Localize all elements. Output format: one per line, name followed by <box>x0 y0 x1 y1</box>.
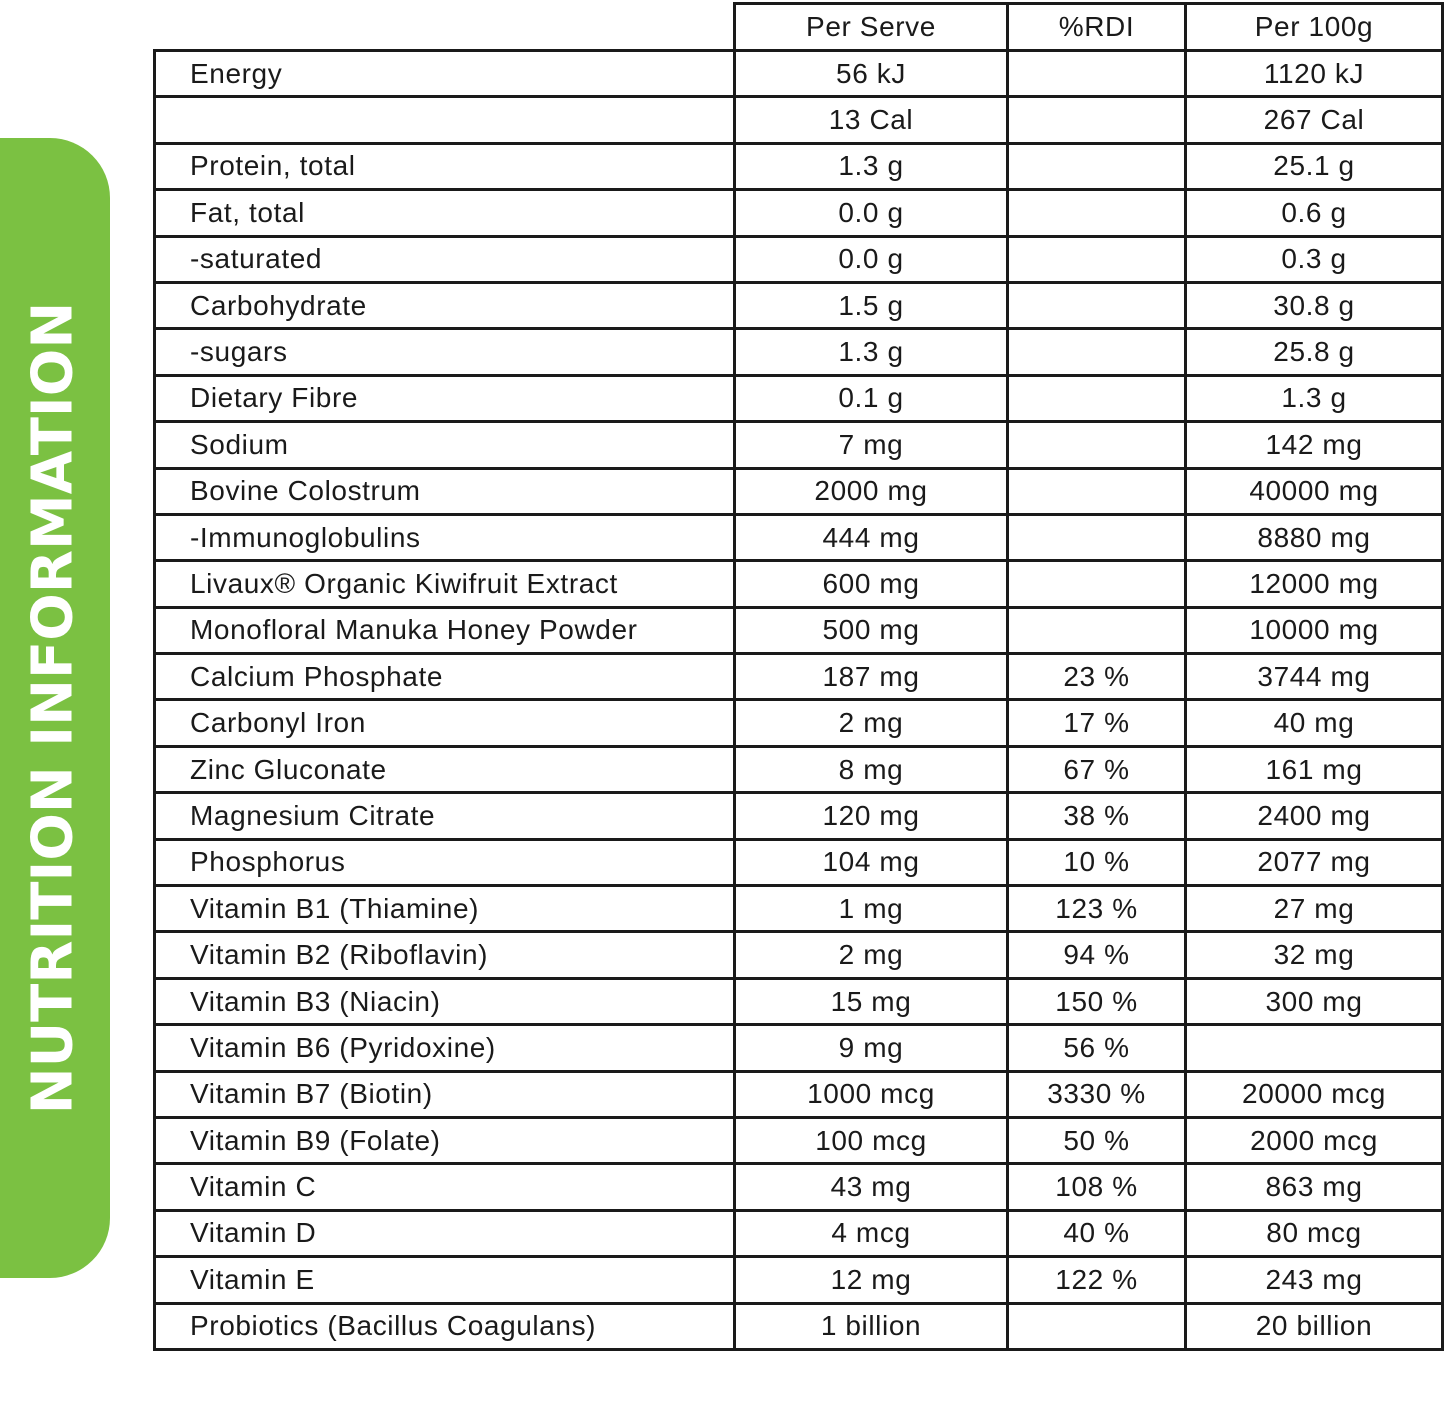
per-serve-value: 1.3 g <box>735 143 1008 189</box>
rdi-value: 108 % <box>1008 1164 1186 1210</box>
table-row <box>155 607 1443 653</box>
per-100g-value: 80 mcg <box>1186 1210 1443 1256</box>
per-100g-value: 30.8 g <box>1186 282 1443 328</box>
per-100g-value: 40000 mg <box>1186 468 1443 514</box>
rdi-value: 10 % <box>1008 839 1186 885</box>
table-row <box>155 1303 1443 1349</box>
nutrient-name: Carbonyl Iron <box>155 700 735 746</box>
nutrient-name: Carbohydrate <box>155 282 735 328</box>
rdi-value <box>1008 97 1186 143</box>
table-row <box>155 1257 1443 1303</box>
header-rdi: %RDI <box>1008 4 1186 51</box>
table-row <box>155 514 1443 560</box>
per-100g-value: 12000 mg <box>1186 561 1443 607</box>
table-row <box>155 932 1443 978</box>
per-100g-value: 243 mg <box>1186 1257 1443 1303</box>
per-serve-value: 12 mg <box>735 1257 1008 1303</box>
per-serve-value: 2 mg <box>735 932 1008 978</box>
rdi-value: 94 % <box>1008 932 1186 978</box>
nutrient-name: Vitamin B1 (Thiamine) <box>155 886 735 932</box>
side-title: NUTRITION INFORMATION <box>20 301 86 1115</box>
rdi-value <box>1008 236 1186 282</box>
nutrient-name: Vitamin E <box>155 1257 735 1303</box>
table-row <box>155 375 1443 421</box>
table-row <box>155 561 1443 607</box>
rdi-value: 122 % <box>1008 1257 1186 1303</box>
per-serve-value: 1 billion <box>735 1303 1008 1349</box>
rdi-value <box>1008 375 1186 421</box>
nutrient-name: Dietary Fibre <box>155 375 735 421</box>
rdi-value: 150 % <box>1008 978 1186 1024</box>
rdi-value: 38 % <box>1008 793 1186 839</box>
rdi-value <box>1008 1303 1186 1349</box>
per-100g-value: 20 billion <box>1186 1303 1443 1349</box>
rdi-value <box>1008 282 1186 328</box>
per-100g-value: 300 mg <box>1186 978 1443 1024</box>
per-100g-value: 10000 mg <box>1186 607 1443 653</box>
table-row <box>155 422 1443 468</box>
per-serve-value: 600 mg <box>735 561 1008 607</box>
table-row <box>155 654 1443 700</box>
table-row <box>155 1071 1443 1117</box>
rdi-value: 17 % <box>1008 700 1186 746</box>
nutrient-name <box>155 97 735 143</box>
per-serve-value: 1.5 g <box>735 282 1008 328</box>
nutrient-name: Fat, total <box>155 190 735 236</box>
per-serve-value: 2 mg <box>735 700 1008 746</box>
table-row <box>155 97 1443 143</box>
per-serve-value: 444 mg <box>735 514 1008 560</box>
nutrient-name: -saturated <box>155 236 735 282</box>
table-row <box>155 329 1443 375</box>
nutrient-name: Vitamin B6 (Pyridoxine) <box>155 1025 735 1071</box>
per-100g-value: 20000 mcg <box>1186 1071 1443 1117</box>
nutrient-name: Vitamin C <box>155 1164 735 1210</box>
rdi-value: 56 % <box>1008 1025 1186 1071</box>
rdi-value: 123 % <box>1008 886 1186 932</box>
per-100g-value <box>1186 1025 1443 1071</box>
nutrient-name: Vitamin B3 (Niacin) <box>155 978 735 1024</box>
per-serve-value: 500 mg <box>735 607 1008 653</box>
table-row <box>155 1025 1443 1071</box>
rdi-value: 3330 % <box>1008 1071 1186 1117</box>
nutrient-name: Vitamin B7 (Biotin) <box>155 1071 735 1117</box>
table-row <box>155 236 1443 282</box>
per-serve-value: 120 mg <box>735 793 1008 839</box>
nutrient-name: Probiotics (Bacillus Coagulans) <box>155 1303 735 1349</box>
per-serve-value: 15 mg <box>735 978 1008 1024</box>
rdi-value <box>1008 514 1186 560</box>
rdi-value: 23 % <box>1008 654 1186 700</box>
header-blank <box>155 4 735 51</box>
nutrient-name: Protein, total <box>155 143 735 189</box>
per-100g-value: 3744 mg <box>1186 654 1443 700</box>
per-100g-value: 1.3 g <box>1186 375 1443 421</box>
nutrient-name: Vitamin B9 (Folate) <box>155 1117 735 1163</box>
per-serve-value: 4 mcg <box>735 1210 1008 1256</box>
table-row <box>155 746 1443 792</box>
table-row <box>155 886 1443 932</box>
nutrient-name: Livaux® Organic Kiwifruit Extract <box>155 561 735 607</box>
per-100g-value: 2400 mg <box>1186 793 1443 839</box>
rdi-value: 50 % <box>1008 1117 1186 1163</box>
rdi-value <box>1008 51 1186 97</box>
table-row <box>155 468 1443 514</box>
nutrient-name: Sodium <box>155 422 735 468</box>
per-100g-value: 0.3 g <box>1186 236 1443 282</box>
per-serve-value: 2000 mg <box>735 468 1008 514</box>
per-serve-value: 43 mg <box>735 1164 1008 1210</box>
nutrient-name: Vitamin D <box>155 1210 735 1256</box>
nutrient-name: Phosphorus <box>155 839 735 885</box>
header-per-100g: Per 100g <box>1186 4 1443 51</box>
rdi-value <box>1008 607 1186 653</box>
per-serve-value: 104 mg <box>735 839 1008 885</box>
per-serve-value: 1 mg <box>735 886 1008 932</box>
per-100g-value: 863 mg <box>1186 1164 1443 1210</box>
rdi-value <box>1008 329 1186 375</box>
per-serve-value: 8 mg <box>735 746 1008 792</box>
rdi-value: 67 % <box>1008 746 1186 792</box>
nutrition-table <box>153 2 1444 1351</box>
nutrient-name: -Immunoglobulins <box>155 514 735 560</box>
table-row <box>155 839 1443 885</box>
nutrient-name: Monofloral Manuka Honey Powder <box>155 607 735 653</box>
rdi-value <box>1008 422 1186 468</box>
header-row <box>155 4 1443 51</box>
nutrient-name: Vitamin B2 (Riboflavin) <box>155 932 735 978</box>
nutrient-name: Energy <box>155 51 735 97</box>
per-serve-value: 1.3 g <box>735 329 1008 375</box>
rdi-value: 40 % <box>1008 1210 1186 1256</box>
table-row <box>155 1210 1443 1256</box>
per-100g-value: 2077 mg <box>1186 839 1443 885</box>
per-100g-value: 32 mg <box>1186 932 1443 978</box>
per-serve-value: 1000 mcg <box>735 1071 1008 1117</box>
nutrient-name: Calcium Phosphate <box>155 654 735 700</box>
table-row <box>155 700 1443 746</box>
per-serve-value: 56 kJ <box>735 51 1008 97</box>
per-100g-value: 142 mg <box>1186 422 1443 468</box>
per-100g-value: 27 mg <box>1186 886 1443 932</box>
rdi-value <box>1008 561 1186 607</box>
per-serve-value: 100 mcg <box>735 1117 1008 1163</box>
per-100g-value: 25.8 g <box>1186 329 1443 375</box>
per-100g-value: 40 mg <box>1186 700 1443 746</box>
nutrient-name: Bovine Colostrum <box>155 468 735 514</box>
per-100g-value: 267 Cal <box>1186 97 1443 143</box>
table-row <box>155 143 1443 189</box>
per-serve-value: 13 Cal <box>735 97 1008 143</box>
table-row <box>155 978 1443 1024</box>
table-row <box>155 51 1443 97</box>
per-serve-value: 9 mg <box>735 1025 1008 1071</box>
per-100g-value: 1120 kJ <box>1186 51 1443 97</box>
rdi-value <box>1008 468 1186 514</box>
table-row <box>155 1164 1443 1210</box>
per-serve-value: 0.1 g <box>735 375 1008 421</box>
per-100g-value: 2000 mcg <box>1186 1117 1443 1163</box>
per-serve-value: 187 mg <box>735 654 1008 700</box>
per-100g-value: 8880 mg <box>1186 514 1443 560</box>
table-row <box>155 190 1443 236</box>
nutrient-name: Magnesium Citrate <box>155 793 735 839</box>
per-100g-value: 0.6 g <box>1186 190 1443 236</box>
rdi-value <box>1008 190 1186 236</box>
nutrient-name: Zinc Gluconate <box>155 746 735 792</box>
per-100g-value: 161 mg <box>1186 746 1443 792</box>
per-serve-value: 7 mg <box>735 422 1008 468</box>
table-row <box>155 282 1443 328</box>
per-100g-value: 25.1 g <box>1186 143 1443 189</box>
per-serve-value: 0.0 g <box>735 190 1008 236</box>
rdi-value <box>1008 143 1186 189</box>
table-row <box>155 1117 1443 1163</box>
header-per-serve: Per Serve <box>735 4 1008 51</box>
nutrient-name: -sugars <box>155 329 735 375</box>
table-row <box>155 793 1443 839</box>
per-serve-value: 0.0 g <box>735 236 1008 282</box>
